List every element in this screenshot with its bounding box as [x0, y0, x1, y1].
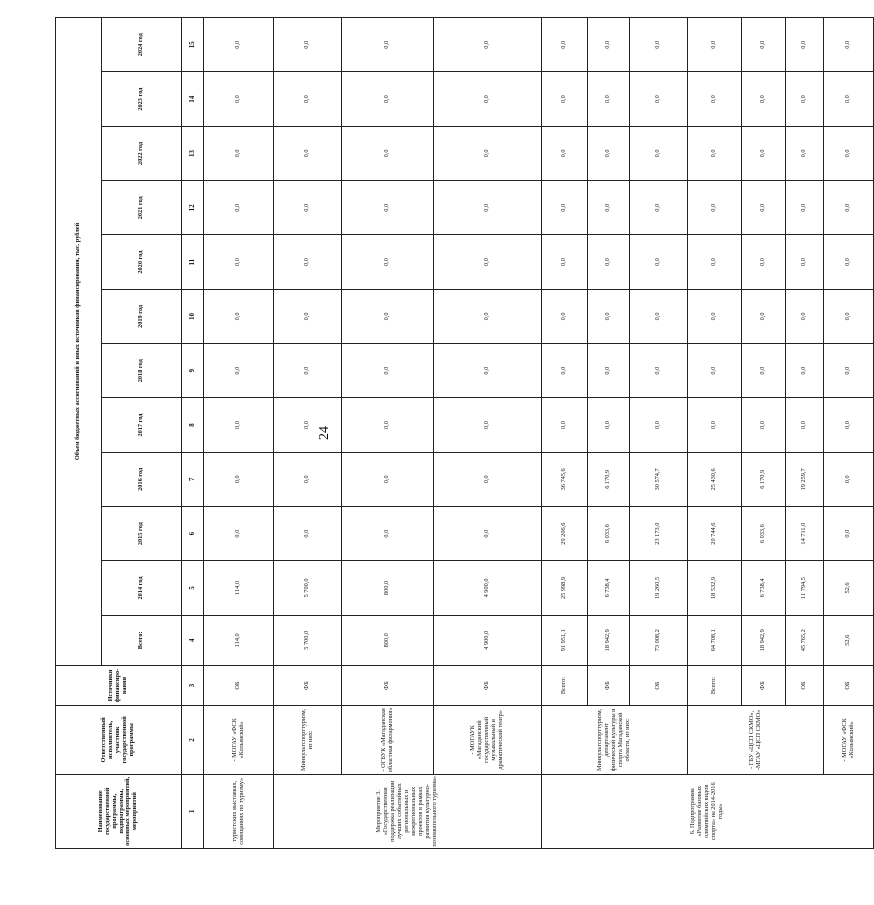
row-exec: - МОГАУК «Магаданский государственный музыкальный и драматический театр» — [434, 706, 542, 774]
header-funding: Объем бюджетных ассигнований и иных источников финансирования, тыс. рублей — [56, 18, 102, 666]
row-value: 0,0 — [542, 289, 588, 343]
row-source: ФБ — [274, 665, 342, 705]
row-value: 0,0 — [434, 289, 542, 343]
column-number-11: 11 — [182, 235, 204, 289]
row-source: ФБ — [742, 665, 786, 705]
row-value: 0,0 — [630, 126, 688, 180]
row-value: 0,0 — [742, 126, 786, 180]
row-value: 0,0 — [204, 507, 274, 561]
row-value: 5 700,0 — [274, 561, 342, 615]
row-value: 0,0 — [824, 344, 874, 398]
row-value: 0,0 — [588, 18, 630, 73]
column-number-10: 10 — [182, 289, 204, 343]
row-value: 0,0 — [342, 181, 434, 235]
row-value: 0,0 — [434, 452, 542, 506]
row-value: 0,0 — [824, 235, 874, 289]
table-row — [434, 18, 542, 849]
row-value: 0,0 — [588, 181, 630, 235]
row-value: 0,0 — [786, 289, 824, 343]
row-value: 0,0 — [824, 289, 874, 343]
row-value: 800,0 — [342, 561, 434, 615]
row-value: 0,0 — [688, 398, 742, 452]
column-number-6: 6 — [182, 507, 204, 561]
row-value: 0,0 — [824, 398, 874, 452]
row-value: 0,0 — [204, 126, 274, 180]
row-total: 18 942,9 — [742, 615, 786, 665]
row-value: 0,0 — [588, 289, 630, 343]
row-value: 0,0 — [742, 344, 786, 398]
row-value: 0,0 — [786, 181, 824, 235]
row-value: 0,0 — [274, 72, 342, 126]
header-year-7: 2020 год — [102, 235, 182, 289]
row-value: 0,0 — [824, 18, 874, 73]
row-value: 30 574,7 — [630, 452, 688, 506]
column-number-4: 4 — [182, 615, 204, 665]
column-number-8: 8 — [182, 398, 204, 452]
row-value: 0,0 — [542, 72, 588, 126]
row-value: 0,0 — [274, 398, 342, 452]
row-value: 52,6 — [824, 561, 874, 615]
column-number-3: 3 — [182, 665, 204, 705]
header-year-11: 2024 год — [102, 18, 182, 73]
row-source: Всего: — [542, 665, 588, 705]
row-total: 45 765,2 — [786, 615, 824, 665]
column-number-14: 14 — [182, 72, 204, 126]
row-value: 14 711,0 — [786, 507, 824, 561]
row-value: 0,0 — [688, 18, 742, 73]
row-value: 19 260,5 — [630, 561, 688, 615]
row-exec: Минкультспорттуризм, из них: — [274, 706, 342, 774]
column-number-2: 2 — [182, 706, 204, 774]
column-number-12: 12 — [182, 181, 204, 235]
row-value: 0,0 — [342, 235, 434, 289]
row-exec: - ОГБУК «Магаданская областная филармония» — [342, 706, 434, 774]
row-value: 0,0 — [204, 72, 274, 126]
row-value: 0,0 — [434, 235, 542, 289]
row-value: 0,0 — [204, 181, 274, 235]
row-value: 6 033,6 — [588, 507, 630, 561]
row-value: 0,0 — [434, 398, 542, 452]
row-value: 25 998,9 — [542, 561, 588, 615]
row-source: ОБ — [204, 665, 274, 705]
header-name: Наименование государственной программы, подпрограммы, основных мероприятий, мероприятий — [56, 774, 182, 848]
row-value: 0,0 — [204, 18, 274, 73]
row-value: 0,0 — [274, 181, 342, 235]
row-exec: - МОГАУ «ФСК «Колымский» — [824, 706, 874, 774]
row-value: 0,0 — [688, 72, 742, 126]
row-value: 0,0 — [434, 72, 542, 126]
column-number-1: 1 — [182, 774, 204, 848]
row-value: 0,0 — [742, 289, 786, 343]
row-value: 0,0 — [824, 181, 874, 235]
row-value: 0,0 — [434, 507, 542, 561]
row-value: 0,0 — [630, 235, 688, 289]
row-value: 29 206,6 — [542, 507, 588, 561]
row-value: 0,0 — [542, 126, 588, 180]
row-value: 0,0 — [204, 235, 274, 289]
row-value: 0,0 — [688, 181, 742, 235]
header-year-9: 2022 год — [102, 126, 182, 180]
header-year-1: 2014 год — [102, 561, 182, 615]
row-value: 0,0 — [342, 72, 434, 126]
row-value: 0,0 — [542, 344, 588, 398]
row-value: 0,0 — [588, 235, 630, 289]
row-exec: Минкультспорттуризм, департамент физической культуры и спорта Магаданской области, из них: — [542, 706, 688, 774]
row-total: 800,0 — [342, 615, 434, 665]
row-value: 0,0 — [742, 18, 786, 73]
row-value: 0,0 — [824, 126, 874, 180]
row-value: 0,0 — [342, 452, 434, 506]
row-value: 0,0 — [542, 181, 588, 235]
row-value: 0,0 — [824, 507, 874, 561]
row-source: ОБ — [630, 665, 688, 705]
row-total: 91 951,1 — [542, 615, 588, 665]
row-value: 0,0 — [434, 18, 542, 73]
row-value: 0,0 — [342, 398, 434, 452]
row-value: 0,0 — [630, 344, 688, 398]
row-value: 0,0 — [688, 235, 742, 289]
row-total: 114,0 — [204, 615, 274, 665]
row-value: 0,0 — [274, 452, 342, 506]
table-row — [204, 18, 274, 849]
row-value: 6 738,4 — [742, 561, 786, 615]
row-value: 6 170,9 — [588, 452, 630, 506]
column-number-9: 9 — [182, 344, 204, 398]
row-total: 5 700,0 — [274, 615, 342, 665]
row-value: 0,0 — [742, 72, 786, 126]
column-number-15: 15 — [182, 18, 204, 73]
row-value: 0,0 — [742, 181, 786, 235]
row-value: 0,0 — [588, 126, 630, 180]
row-source: ОБ — [786, 665, 824, 705]
row-value: 0,0 — [274, 344, 342, 398]
row-value: 23 173,0 — [630, 507, 688, 561]
table-row — [542, 18, 588, 849]
row-value: 114,0 — [204, 561, 274, 615]
row-value: 0,0 — [434, 344, 542, 398]
row-value: 25 430,6 — [688, 452, 742, 506]
row-value: 0,0 — [630, 181, 688, 235]
row-value: 0,0 — [342, 289, 434, 343]
row-value: 0,0 — [274, 507, 342, 561]
row-value: 0,0 — [630, 18, 688, 73]
column-number-7: 7 — [182, 452, 204, 506]
row-name: туристских выставках, совещаниях по туризму» — [204, 774, 274, 848]
row-value: 0,0 — [204, 452, 274, 506]
row-value: 19 259,7 — [786, 452, 824, 506]
row-value: 0,0 — [542, 235, 588, 289]
header-total: Всего: — [102, 615, 182, 665]
row-value: 6 738,4 — [588, 561, 630, 615]
row-value: 0,0 — [342, 18, 434, 73]
row-value: 6 033,6 — [742, 507, 786, 561]
row-source: ФБ — [434, 665, 542, 705]
column-number-13: 13 — [182, 126, 204, 180]
row-source: ФБ — [342, 665, 434, 705]
row-value: 0,0 — [786, 398, 824, 452]
row-source: ОБ — [824, 665, 874, 705]
row-total: 64 708,1 — [688, 615, 742, 665]
row-name: Мероприятие 3. «Государственная поддержка реализации лучших событийных региональных и межрегиональных проектов в рамках развития культурно-познавательного туризма» — [274, 774, 542, 848]
row-value: 0,0 — [588, 398, 630, 452]
row-name: 6. Подпрограмма «Развитие базовых олимпийских видов спорта» на 2014-2016 годы» — [542, 774, 874, 848]
row-value: 0,0 — [204, 289, 274, 343]
row-exec: - МОГАУ «ФСК «Колымский» — [204, 706, 274, 774]
row-value: 6 170,9 — [742, 452, 786, 506]
column-number-5: 5 — [182, 561, 204, 615]
row-total: 18 942,9 — [588, 615, 630, 665]
row-source: Всего: — [688, 665, 742, 705]
header-year-8: 2021 год — [102, 181, 182, 235]
row-value: 0,0 — [204, 398, 274, 452]
header-exec: Ответственный исполнитель, участник государственной программы — [56, 706, 182, 774]
row-total: 73 008,2 — [630, 615, 688, 665]
header-year-5: 2018 год — [102, 344, 182, 398]
funding-table — [55, 17, 874, 849]
rotated-table-container — [55, 17, 874, 849]
row-value: 0,0 — [274, 18, 342, 73]
row-value: 0,0 — [588, 72, 630, 126]
row-value: 0,0 — [786, 235, 824, 289]
row-value: 0,0 — [542, 18, 588, 73]
row-source: ФБ — [588, 665, 630, 705]
row-value: 20 744,6 — [688, 507, 742, 561]
table-row — [342, 18, 434, 849]
row-value: 0,0 — [786, 344, 824, 398]
row-total: 52,6 — [824, 615, 874, 665]
row-value: 0,0 — [630, 72, 688, 126]
row-value: 0,0 — [342, 507, 434, 561]
row-value: 0,0 — [274, 126, 342, 180]
row-value: 11 794,5 — [786, 561, 824, 615]
row-value: 0,0 — [542, 398, 588, 452]
row-value: 0,0 — [786, 126, 824, 180]
row-value: 0,0 — [630, 398, 688, 452]
row-total: 4 900,0 — [434, 615, 542, 665]
row-value: 0,0 — [342, 344, 434, 398]
row-exec: - ГБУ «ЦСП СКМО», -МГАУ «ЦСП СКМО» — [688, 706, 824, 774]
row-value: 0,0 — [824, 72, 874, 126]
row-value: 0,0 — [204, 344, 274, 398]
table-row — [824, 18, 874, 849]
row-value: 0,0 — [630, 289, 688, 343]
table-row — [274, 18, 342, 849]
row-value: 0,0 — [824, 452, 874, 506]
row-value: 0,0 — [588, 344, 630, 398]
page-number: 24 — [317, 426, 332, 440]
header-year-4: 2017 год — [102, 398, 182, 452]
row-value: 0,0 — [274, 235, 342, 289]
row-value: 0,0 — [786, 18, 824, 73]
row-value: 0,0 — [742, 235, 786, 289]
row-value: 0,0 — [434, 181, 542, 235]
row-value: 0,0 — [434, 126, 542, 180]
header-year-6: 2019 год — [102, 289, 182, 343]
header-year-10: 2023 год — [102, 72, 182, 126]
row-value: 36 745,6 — [542, 452, 588, 506]
row-value: 0,0 — [688, 289, 742, 343]
row-value: 0,0 — [342, 126, 434, 180]
header-year-3: 2016 год — [102, 452, 182, 506]
row-value: 0,0 — [688, 344, 742, 398]
row-value: 0,0 — [274, 289, 342, 343]
row-value: 0,0 — [786, 72, 824, 126]
row-value: 4 900,0 — [434, 561, 542, 615]
row-value: 18 532,9 — [688, 561, 742, 615]
row-value: 0,0 — [742, 398, 786, 452]
table-row — [688, 18, 742, 849]
header-source: Источники финансиро-вания — [56, 665, 182, 705]
row-value: 0,0 — [688, 126, 742, 180]
header-year-2: 2015 год — [102, 507, 182, 561]
